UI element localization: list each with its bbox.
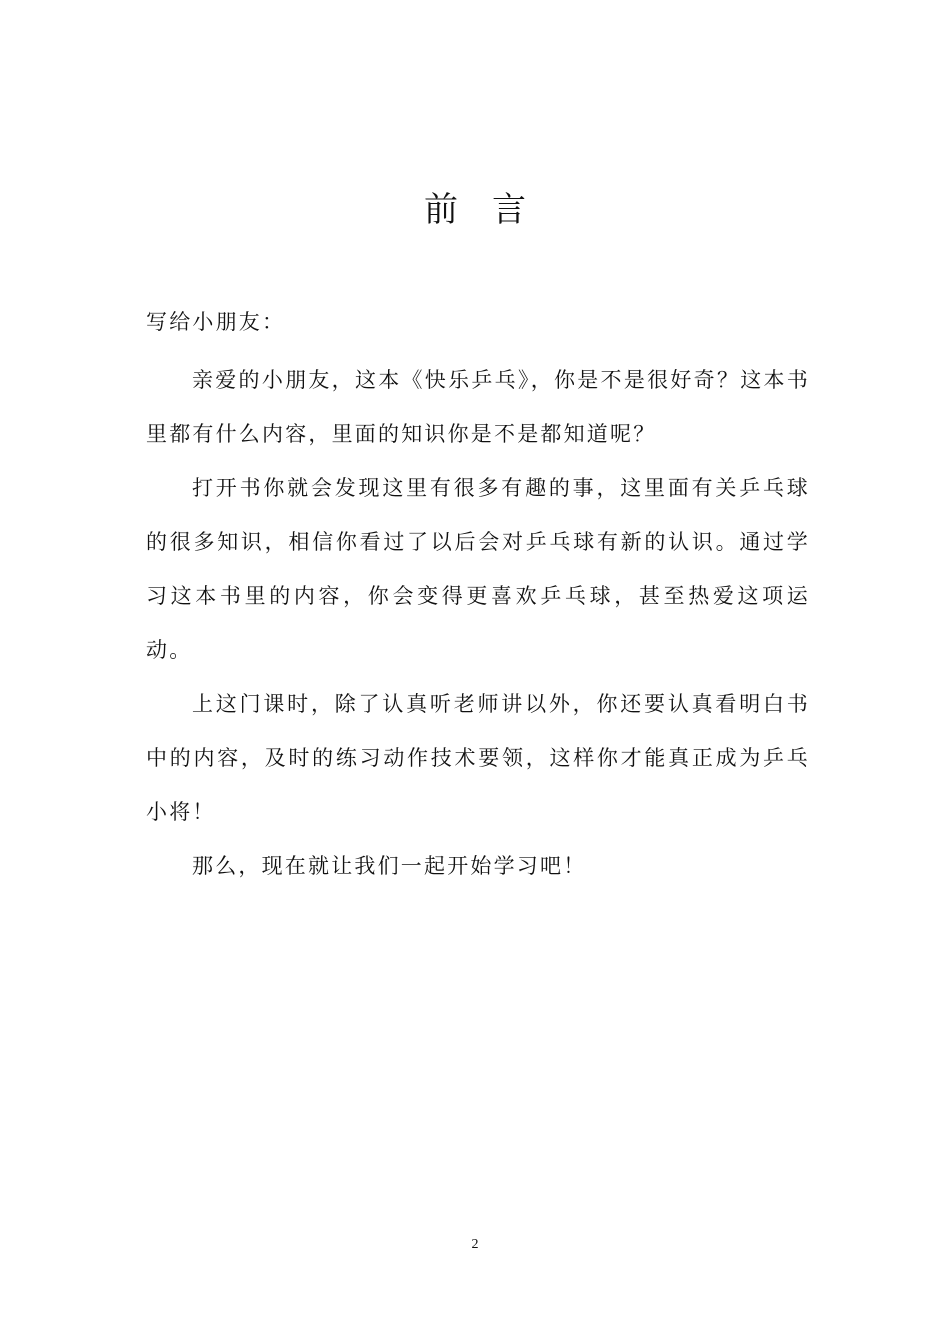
paragraph-3: 上这门课时，除了认真听老师讲以外，你还要认真看明白书中的内容，及时的练习动作技术要领，这样你才能真正成为乒乓小将！ — [146, 692, 810, 824]
paragraph-1: 亲爱的小朋友，这本《快乐乒乓》，你是不是很好奇？这本书里都有什么内容，里面的知识你是不是都知道呢？ — [146, 368, 810, 446]
paragraph-2: 打开书你就会发现这里有很多有趣的事，这里面有关乒乓球的很多知识，相信你看过了以后会对乒乓球有新的认识。通过学习这本书里的内容，你会变得更喜欢乒乓球，甚至热爱这项运动。 — [146, 476, 810, 662]
page-title: 前言 — [424, 190, 560, 230]
page-number: 2 — [471, 1237, 479, 1252]
paragraph-4: 那么，现在就让我们一起开始学习吧！ — [192, 854, 587, 878]
salutation: 写给小朋友： — [146, 310, 286, 334]
preface-body — [146, 305, 810, 893]
